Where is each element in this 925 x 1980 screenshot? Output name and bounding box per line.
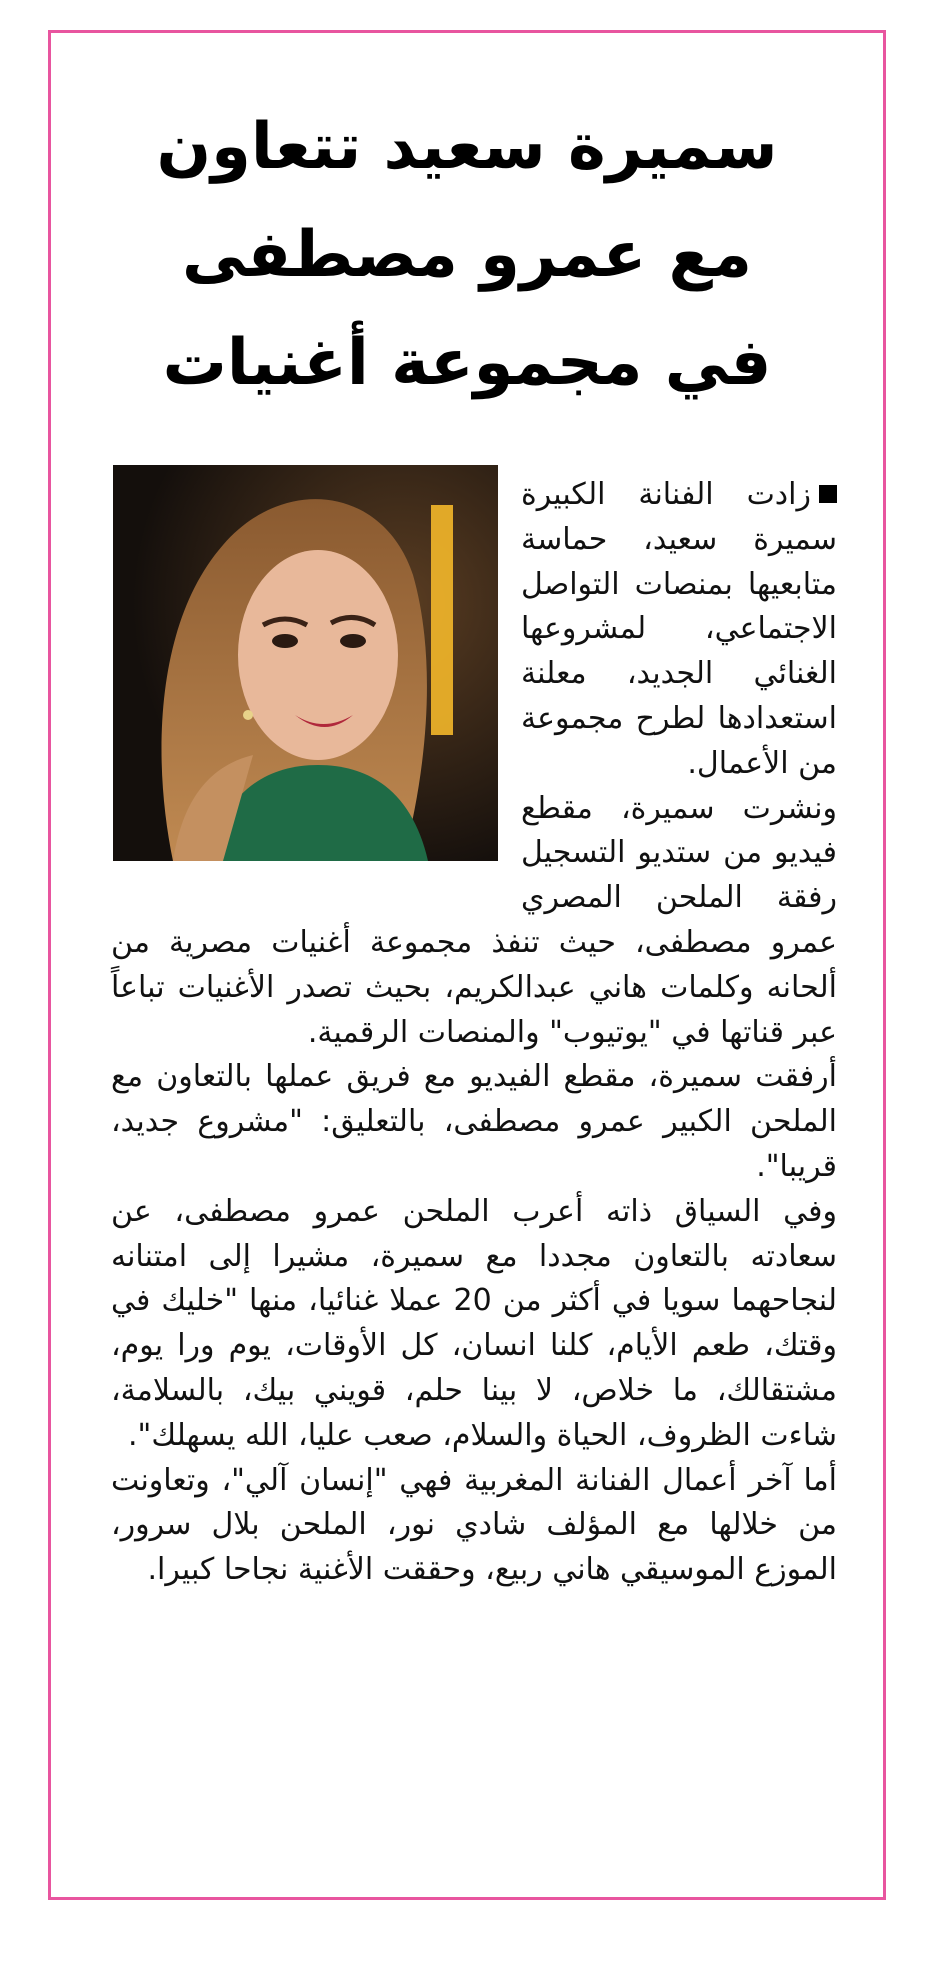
paragraph-1-text: زادت الفنانة الكبيرة سميرة سعيد، حماسة متابعيها بمنصات التواصل الاجتماعي، لمشروعها الغنائي الجديد، معلنة استعدادها لطرح مجموعة من الأعمال. [521,477,837,781]
article-body [111,473,837,1593]
headline-line-2: مع عمرو مصطفى [182,218,752,292]
paragraph-4: وفي السياق ذاته أعرب الملحن عمرو مصطفى، عن سعادته بالتعاون مجددا مع سميرة، مشيرا إلى امتنانه لنجاحهما سويا في أكثر من 20 عملا غنائيا، منها "خليك في وقتك، طعم الأيام، كلنا انسان، كل الأوقات، يوم ورا يوم، مشتقالك، ما خلاص، لا بينا حلم، قويني بيك، بالسلامة، شاءت الظروف، الحياة والسلام، صعب عليا، الله يسهلك". [111,1193,838,1453]
paragraph-5: أما آخر أعمال الفنانة المغربية فهي "إنسان آلي"، وتعاونت من خلالها مع المؤلف شادي نور، الملحن بلال سرور، الموزع الموسيقي هاني ربيع، وحققت الأغنية نجاحا كبيرا. [111,1462,837,1588]
paragraph-3: أرفقت سميرة، مقطع الفيديو مع فريق عملها بالتعاون مع الملحن الكبير عمرو مصطفى، بالتعليق: "مشروع جديد، قريبا". [111,1059,837,1184]
photo-spacer [111,473,521,913]
square-bullet-icon [819,485,837,503]
article-frame [48,30,886,1900]
headline-line-1: سميرة سعيد تتعاون [156,110,778,184]
headline [71,93,863,417]
headline-line-3: في مجموعة أغنيات [162,326,772,400]
paragraph-2: ونشرت سميرة، مقطع فيديو من ستديو التسجيل رفقة الملحن المصري عمرو مصطفى، حيث تنفذ مجموعة أغنيات مصرية من ألحانه وكلمات هاني عبدالكريم، بحيث تصدر الأغنيات تباعاً عبر قناتها في "يوتيوب" والمنصات الرقمية. [111,790,837,1050]
